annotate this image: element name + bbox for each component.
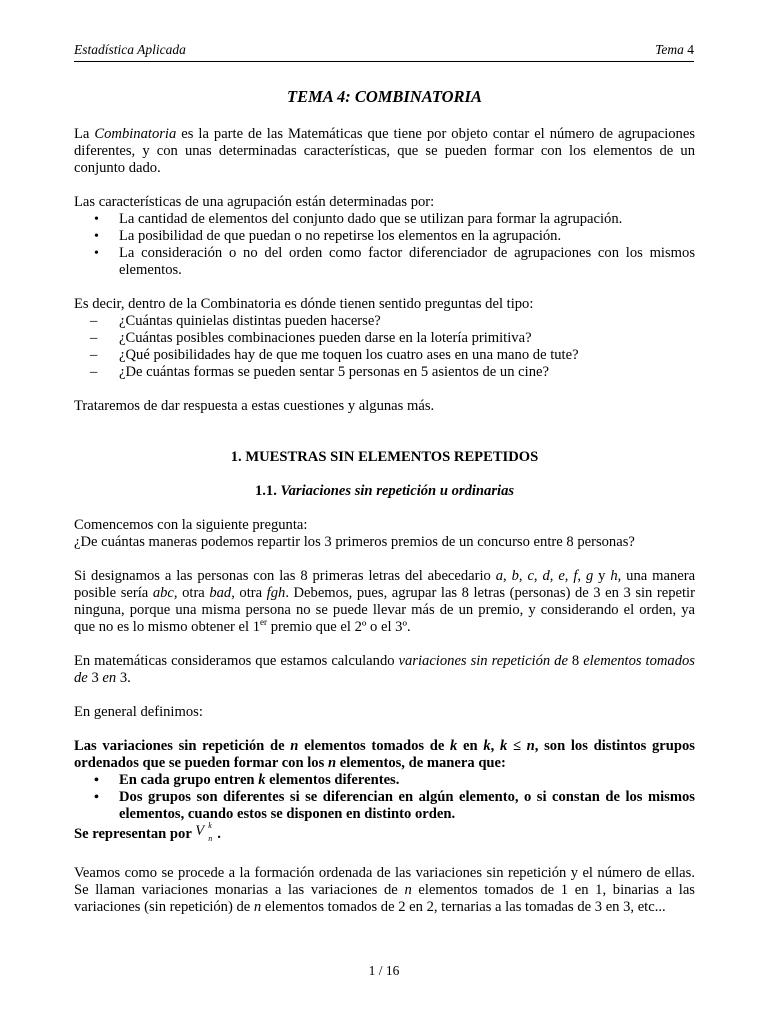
- letters-paragraph: Si designamos a las personas con las 8 primeras letras del abecedario a, b, c, d, e, f, g y h, una manera posible sería abc, otra bad, otra fgh. Debemos, pues, agrupar las 8 letras (personas) de 3 en 3 sin repetir ninguna, porque una misma persona no se puede llevar más de un premio, y considerando el orden, ya que no es lo mismo obtener el 1er premio que el 2º o el 3º.: [74, 568, 696, 635]
- answer-intent: Trataremos de dar respuesta a estas cuestiones y algunas más.: [74, 398, 435, 414]
- list-item: – ¿Qué posibilidades hay de que me toquen los cuatro ases en una mano de tute?: [74, 347, 695, 364]
- page-number: 1 / 16: [368, 963, 400, 978]
- characteristics-intro: Las características de una agrupación están determinadas por:: [74, 194, 435, 210]
- questions-intro: Es decir, dentro de la Combinatoria es dónde tienen sentido preguntas del tipo:: [74, 296, 534, 312]
- closing-paragraph: Veamos como se procede a la formación ordenada de las variaciones sin repetición y el número de ellas. Se llaman variaciones monarias a las variaciones de n elementos tomados de 1 en 1, binarias a las variaciones (sin repetición) de n elementos tomados de 2 en 2, ternarias a las tomadas de 3 en 3, etc...: [74, 865, 695, 915]
- variation-symbol: V k n: [195, 821, 213, 843]
- list-item: • En cada grupo entren k elementos diferentes.: [74, 772, 695, 789]
- header-topic: Tema 4: [655, 42, 694, 57]
- questions-list: [74, 313, 695, 381]
- page-header: [74, 41, 694, 62]
- page-title: TEMA 4: COMBINATORIA: [286, 87, 482, 106]
- list-item: • La cantidad de elementos del conjunto dado que se utilizan para formar la agrupación.: [74, 211, 695, 228]
- page-content: [74, 87, 695, 916]
- definition-statement: Las variaciones sin repetición de n elementos tomados de k en k, k ≤ n, son los distintos grupos ordenados que se pueden formar con los n elementos, de manera que:: [74, 738, 695, 771]
- list-item: • La consideración o no del orden como factor diferenciador de agrupaciones con los mismos elementos.: [74, 245, 695, 279]
- math-paragraph: En matemáticas consideramos que estamos calculando variaciones sin repetición de 8 elementos tomados de 3 en 3.: [74, 653, 695, 686]
- header-course-title: Estadística Aplicada: [74, 42, 186, 57]
- notation-line: Se representan por V k n .: [74, 821, 221, 843]
- list-item: – ¿Cuántas quinielas distintas pueden hacerse?: [74, 313, 695, 330]
- list-item: – ¿Cuántas posibles combinaciones pueden darse en la lotería primitiva?: [74, 330, 695, 347]
- definition-block: [74, 738, 695, 843]
- characteristics-list: [74, 211, 695, 279]
- subsection-heading: 1.1. Variaciones sin repetición u ordinarias: [254, 483, 515, 499]
- list-item: • La posibilidad de que puedan o no repetirse los elementos en la agrupación.: [74, 228, 695, 245]
- intro-paragraph: La Combinatoria es la parte de las Matemáticas que tiene por objeto contar el número de agrupaciones diferentes, y con unas determinadas características, que se pueden formar con los elementos de un conjunto dado.: [74, 126, 695, 176]
- list-item: – ¿De cuántas formas se pueden sentar 5 personas en 5 asientos de un cine?: [74, 364, 695, 381]
- general-paragraph: En general definimos:: [74, 704, 203, 720]
- definition-conditions: [74, 772, 695, 823]
- question-paragraph: Comencemos con la siguiente pregunta: ¿De cuántas maneras podemos repartir los 3 primeros premios de un concurso entre 8 personas?: [74, 517, 635, 550]
- section-heading: 1. MUESTRAS SIN ELEMENTOS REPETIDOS: [230, 449, 539, 465]
- list-item: • Dos grupos son diferentes si se diferencian en algún elemento, o si constan de los mismos elementos, cuando estos se disponen en distinto orden.: [74, 789, 695, 823]
